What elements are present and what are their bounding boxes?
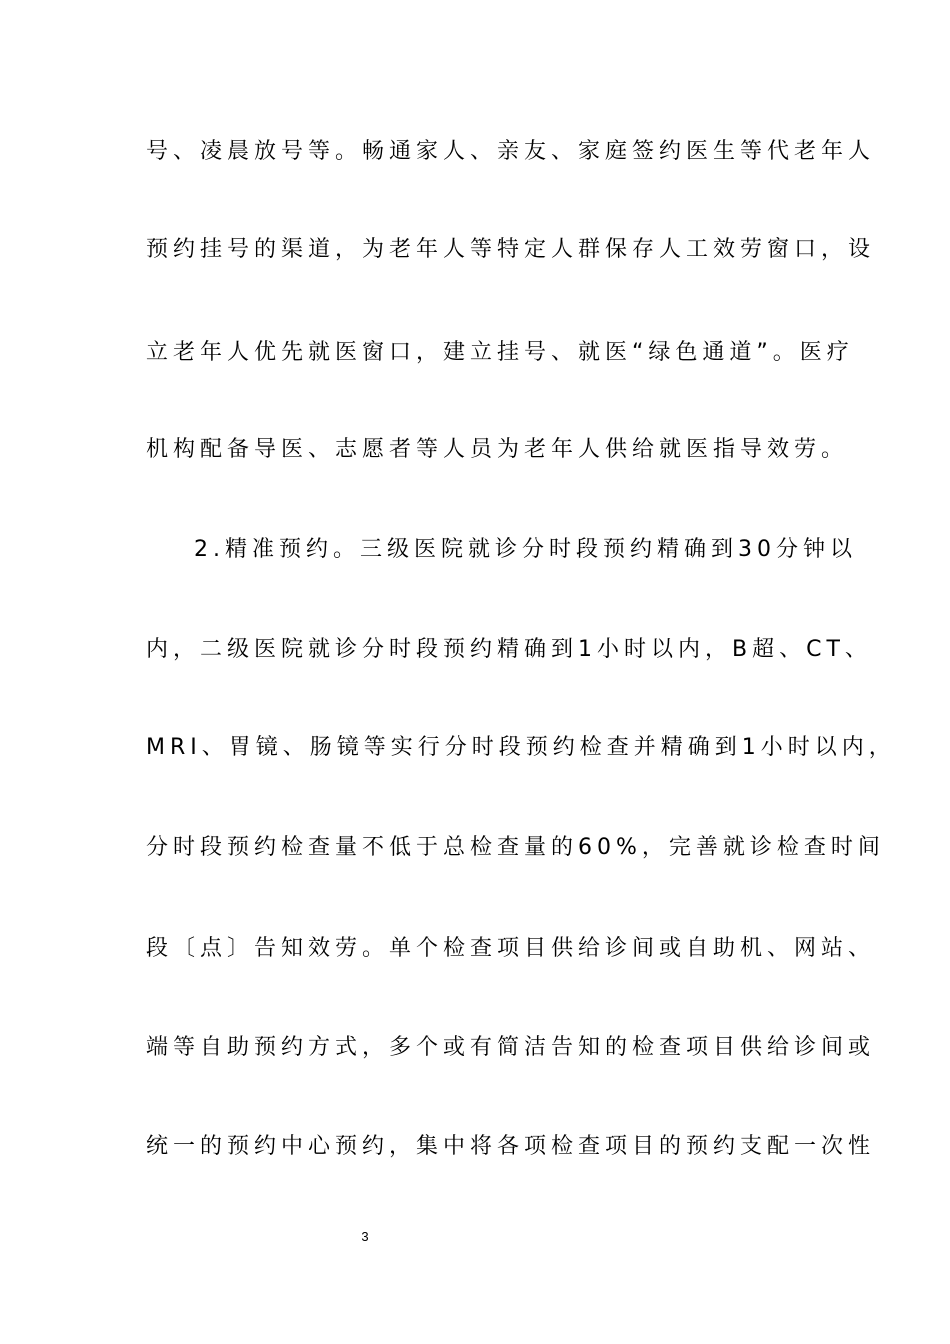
- body-text-line: 统一的预约中心预约，集中将各项检查项目的预约支配一次性: [146, 1134, 876, 1159]
- page-number: 3: [361, 1229, 369, 1244]
- body-text-line: 立老年人优先就医窗口，建立挂号、就医“绿色通道”。医疗: [146, 340, 854, 365]
- body-text-line: 端等自助预约方式，多个或有简洁告知的检查项目供给诊间或: [146, 1035, 876, 1060]
- body-text-line: 2.精准预约。三级医院就诊分时段预约精确到30分钟以: [194, 537, 857, 562]
- body-text-line: 机构配备导医、志愿者等人员为老年人供给就医指导效劳。: [146, 437, 849, 462]
- body-text-line: 号、凌晨放号等。畅通家人、亲友、家庭签约医生等代老年人: [146, 139, 876, 164]
- body-text-line: 段〔点〕告知效劳。单个检查项目供给诊间或自助机、网站、: [146, 936, 876, 961]
- body-text-line: 内，二级医院就诊分时段预约精确到1小时以内，B超、CT、: [146, 637, 872, 662]
- body-text-line: MRI、胃镜、肠镜等实行分时段预约检查并精确到1小时以内，: [146, 735, 896, 760]
- body-text-line: 分时段预约检查量不低于总检查量的60%，完善就诊检查时间: [146, 835, 885, 860]
- body-text-line: 预约挂号的渠道，为老年人等特定人群保存人工效劳窗口，设: [146, 237, 876, 262]
